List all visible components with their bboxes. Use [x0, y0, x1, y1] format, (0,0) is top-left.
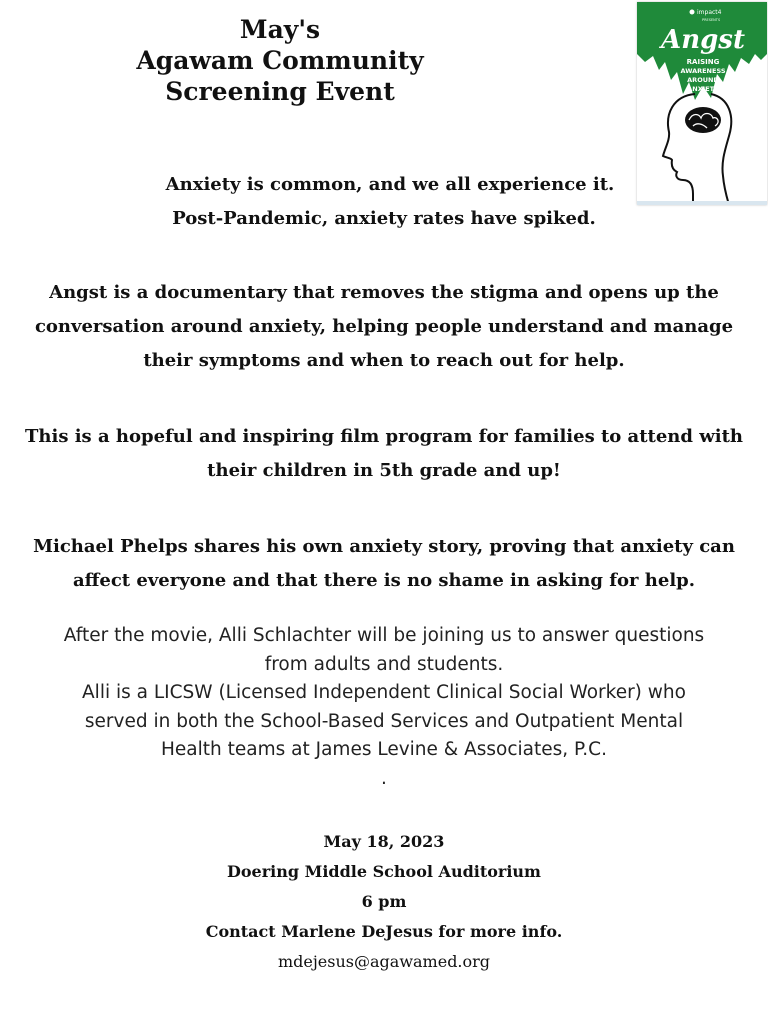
speaker-line: Alli is a LICSW (Licensed Independent Clinical Social Worker) who — [82, 682, 686, 703]
intro-line: Post-Pandemic, anxiety rates have spiked. — [172, 208, 596, 229]
phelps-line: affect everyone and that there is no shame in asking for help. — [72, 570, 696, 591]
poster-tagline-2: AWARENESS — [680, 67, 726, 75]
event-details — [0, 827, 768, 977]
about-paragraph — [0, 276, 768, 378]
phelps-line: Michael Phelps shares his own anxiety story, proving that anxiety can — [33, 536, 735, 557]
intro-paragraph — [0, 168, 768, 236]
event-time: 6 pm — [361, 892, 407, 911]
speaker-line: . — [381, 767, 387, 789]
speaker-line: served in both the School-Based Services and Outpatient Mental — [84, 710, 684, 732]
title-line: Screening Event — [165, 77, 395, 106]
speaker-line: from adults and students. — [264, 653, 504, 675]
title-line: Agawam Community — [136, 46, 424, 75]
publisher-logo-icon — [690, 10, 695, 15]
title-line: May's — [239, 15, 321, 44]
about-line: Angst is a documentary that removes the stigma and opens up the — [49, 282, 719, 303]
intro-line: Anxiety is common, and we all experience it. — [165, 174, 615, 195]
speaker-line: Health teams at James Levine & Associates, P.C. — [161, 739, 607, 760]
audience-line: their children in 5th grade and up! — [207, 460, 561, 481]
event-location: Doering Middle School Auditorium — [227, 862, 541, 881]
audience-line: This is a hopeful and inspiring film program for families to attend with — [25, 426, 743, 447]
event-contact: Contact Marlene DeJesus for more info. — [205, 922, 563, 941]
poster-tagline-4: ANXIETY — [687, 85, 719, 93]
poster-film-title: Angst — [661, 25, 745, 55]
poster-tagline-1: RAISING — [686, 58, 720, 66]
event-date: May 18, 2023 — [323, 832, 445, 851]
audience-paragraph — [0, 420, 768, 488]
about-line: their symptoms and when to reach out for help. — [143, 350, 625, 371]
poster-tagline-3: AROUND — [687, 76, 719, 84]
phelps-paragraph — [0, 530, 768, 598]
speaker-line: After the movie, Alli Schlachter will be joining us to answer questions — [63, 625, 705, 646]
contact-email: mdejesus@agawamed.org — [277, 952, 491, 971]
poster-presents: PRESENTS — [702, 18, 721, 22]
brain-icon — [685, 107, 721, 133]
about-line: conversation around anxiety, helping people understand and manage — [34, 316, 734, 337]
speaker-paragraph — [0, 622, 768, 793]
poster-publisher: impact4 — [697, 9, 722, 16]
event-title — [100, 14, 460, 107]
